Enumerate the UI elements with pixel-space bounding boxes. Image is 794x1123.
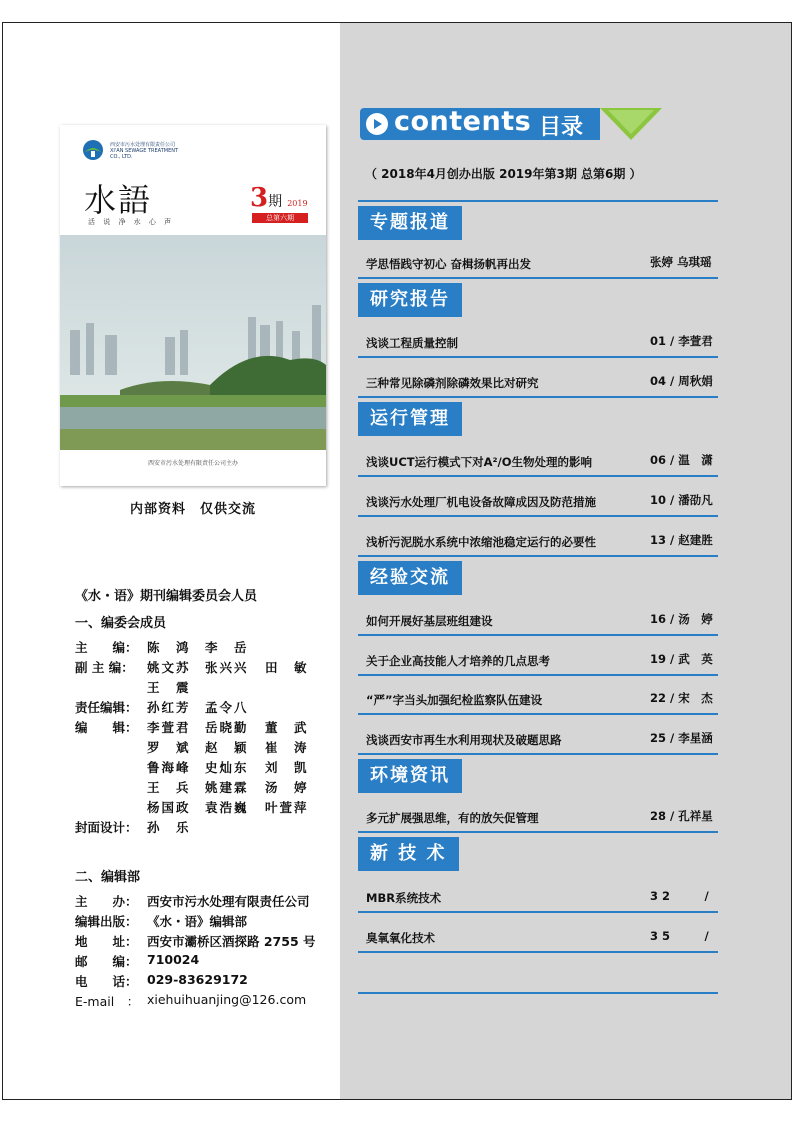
info-label: 主 办： (75, 894, 138, 909)
cover-issue (250, 183, 308, 213)
item-rule (358, 555, 718, 557)
editorial-heading: 《水・语》期刊编辑委员会人员 (75, 589, 258, 604)
cover-subtitle: 活 说 净 水 心 声 (88, 218, 175, 226)
item-rule (358, 277, 718, 279)
cover-photo (60, 235, 326, 450)
member-name: 岳晓勤 (205, 720, 249, 735)
toc-item-page: 3 2 / (650, 889, 709, 903)
role-label: 编 辑： (75, 720, 138, 735)
cover-org-cn: 西安市污水处理有限责任公司 (110, 142, 176, 148)
member-name: 陈 鸿 (147, 640, 191, 655)
contents-cn: 目录 (539, 115, 584, 140)
cover-org-en: XI'AN SEWAGE TREATMENT CO., LTD. (110, 148, 179, 160)
member-name: 赵 颖 (205, 740, 249, 755)
cover-org (110, 142, 190, 160)
member-name: 汤 婷 (265, 780, 309, 795)
member-name: 袁浩巍 (205, 800, 249, 815)
item-rule (358, 674, 718, 676)
info-label: 电 话： (75, 974, 138, 989)
info-value: 西安市污水处理有限责任公司 (147, 894, 310, 909)
section-title: 环境资讯 (358, 759, 462, 793)
role-label: 副 主 编： (75, 660, 134, 675)
toc-item[interactable] (366, 810, 718, 830)
info-value: 《水・语》编辑部 (147, 914, 248, 929)
info-value: 029-83629172 (147, 972, 248, 987)
toc-item-title: 学思悟践守初心 奋楫扬帆再出发 (366, 257, 532, 271)
member-name: 姚文苏 (147, 660, 191, 675)
toc-item-title: 浅谈工程质量控制 (366, 336, 458, 350)
issue-unit: 期 (268, 194, 283, 210)
member-name: 孟令八 (205, 700, 249, 715)
toc-item[interactable] (366, 653, 718, 673)
toc-item[interactable] (366, 732, 718, 752)
toc-item-page: 04 / 周秋娟 (650, 374, 713, 388)
issue-meta: （ 2018年4月创办出版 2019年第3期 总第6期 ） (365, 167, 642, 181)
member-name: 叶萱萍 (265, 800, 309, 815)
item-rule (358, 396, 718, 398)
issue-number: 3 (250, 183, 269, 213)
info-label: 地 址： (75, 934, 138, 949)
cover-title: 水語 (84, 181, 153, 219)
section-title: 经验交流 (358, 561, 462, 595)
member-name: 崔 涛 (265, 740, 309, 755)
member-name: 鲁海峰 (147, 760, 191, 775)
toc-item-title: “严”字当头加强纪检监察队伍建设 (366, 693, 543, 707)
editorial-section1: 一、编委会成员 (75, 616, 167, 631)
info-value: 西安市灞桥区酒探路 2755 号 (147, 934, 316, 949)
item-rule (358, 634, 718, 636)
member-name: 董 武 (265, 720, 309, 735)
toc-item-page: 3 5 / (650, 929, 709, 943)
role-label: 责任编辑： (75, 700, 138, 715)
cover-host: 西安市污水处理有限责任公司主办 (147, 460, 238, 467)
member-name: 王 震 (147, 680, 191, 695)
toc-item-title: MBR系统技术 (366, 891, 442, 905)
toc-item-page: 22 / 宋 杰 (650, 691, 713, 705)
member-name: 张兴兴 (205, 660, 249, 675)
member-name: 刘 凯 (265, 760, 309, 775)
toc-item-title: 如何开展好基层班组建设 (366, 614, 493, 628)
info-label: 编辑出版： (75, 914, 138, 929)
toc-item-page: 25 / 李星涵 (650, 731, 713, 745)
toc-item[interactable] (366, 256, 718, 276)
toc-item-page: 16 / 汤 婷 (650, 612, 713, 626)
toc-item-title: 关于企业高技能人才培养的几点思考 (366, 654, 550, 668)
toc-item[interactable] (366, 375, 718, 395)
contents-word: contents (394, 106, 532, 137)
company-logo-icon (82, 139, 104, 161)
member-name: 罗 斌 (147, 740, 191, 755)
toc-item[interactable] (366, 613, 718, 633)
section-title: 新 技 术 (358, 837, 459, 871)
section-rule (358, 200, 718, 202)
item-rule (358, 911, 718, 913)
triangle-decoration-icon (600, 108, 662, 140)
toc-item[interactable] (366, 692, 718, 712)
member-name: 杨国政 (147, 800, 191, 815)
toc-item[interactable] (366, 930, 718, 950)
item-rule (358, 753, 718, 755)
item-rule (358, 356, 718, 358)
toc-item[interactable] (366, 534, 718, 554)
toc-item-page: 06 / 温 潇 (650, 453, 713, 467)
toc-item-page: 张婷 乌琪瑶 (650, 255, 712, 269)
info-value: 710024 (147, 952, 200, 967)
member-name: 姚建霖 (205, 780, 249, 795)
member-name: 王 兵 (147, 780, 191, 795)
section-title: 研究报告 (358, 283, 462, 317)
toc-item-page: 01 / 李萱君 (650, 334, 713, 348)
internal-note: 内部资料 仅供交流 (129, 502, 256, 517)
member-name: 孙红芳 (147, 700, 191, 715)
toc-item-page: 28 / 孔祥星 (650, 809, 713, 823)
item-rule (358, 831, 718, 833)
issue-year: 2019 (287, 199, 308, 208)
toc-item-title: 浅析污泥脱水系统中浓缩池稳定运行的必要性 (366, 535, 596, 549)
member-name: 田 敏 (265, 660, 309, 675)
role-label: 封面设计： (75, 820, 138, 835)
toc-item[interactable] (366, 335, 718, 355)
info-label: E-mail ： (75, 994, 140, 1009)
item-rule (358, 992, 718, 994)
magazine-cover (60, 125, 326, 486)
toc-item-title: 浅谈污水处理厂机电设备故障成因及防范措施 (366, 495, 596, 509)
toc-item-title: 臭氧氧化技术 (366, 931, 435, 945)
section-title: 运行管理 (358, 402, 462, 436)
toc-item-title: 多元扩展强思维，有的放矢促管理 (366, 811, 539, 825)
section-title: 专题报道 (358, 206, 462, 240)
toc-item[interactable] (366, 890, 718, 910)
role-label: 主 编： (75, 640, 138, 655)
member-name: 李萱君 (147, 720, 191, 735)
play-icon (366, 113, 388, 135)
item-rule (358, 713, 718, 715)
toc-item-page: 13 / 赵建胜 (650, 533, 713, 547)
toc-item-page: 19 / 武 英 (650, 652, 713, 666)
item-rule (358, 475, 718, 477)
toc-item-title: 三种常见除磷剂除磷效果比对研究 (366, 376, 539, 390)
info-label: 邮 编： (75, 954, 138, 969)
total-issue-badge: 总第六期 (252, 213, 308, 223)
member-name: 孙 乐 (147, 820, 191, 835)
toc-item-title: 浅谈西安市再生水利用现状及破题思路 (366, 733, 562, 747)
editorial-section2: 二、编辑部 (75, 870, 141, 885)
toc-item[interactable] (366, 494, 718, 514)
member-name: 李 岳 (205, 640, 249, 655)
member-name: 史灿东 (205, 760, 249, 775)
item-rule (358, 951, 718, 953)
toc-item[interactable] (366, 454, 718, 474)
toc-item-title: 浅谈UCT运行模式下对A²/O生物处理的影响 (366, 455, 593, 469)
toc-item-page: 10 / 潘劭凡 (650, 493, 713, 507)
email-value: xiehuihuanjing@126.com (147, 992, 307, 1007)
item-rule (358, 515, 718, 517)
